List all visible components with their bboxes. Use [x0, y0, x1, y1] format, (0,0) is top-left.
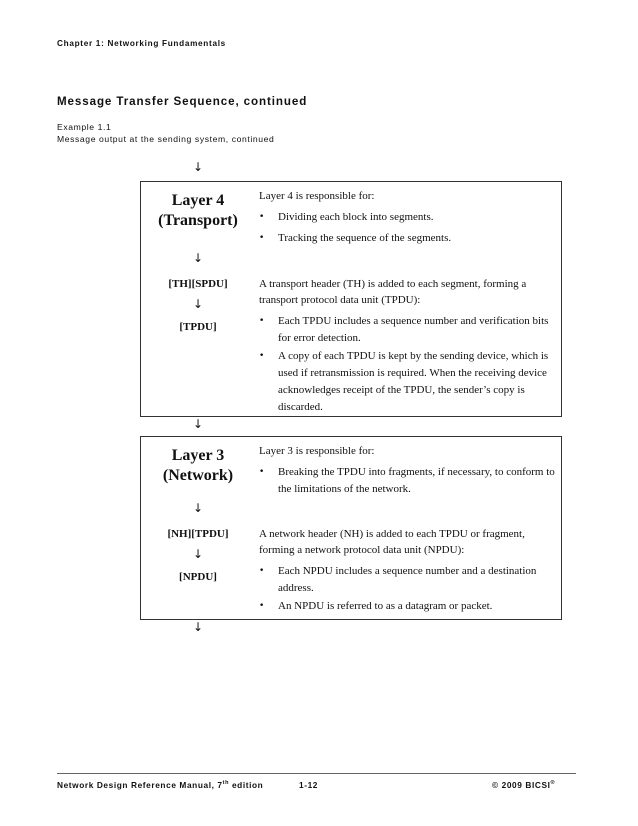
example-id: Example 1.1: [57, 122, 112, 132]
layer4-unit-tpdu: [TPDU]: [179, 321, 217, 333]
bullet-icon: •: [259, 467, 265, 477]
layer3-box: Layer 3 (Network) ↓ [NH][TPDU] ↓ [NPDU] Layer 3 is responsible for: • Breaking the TPDU into fragments, if necessary, to conform to the limitations of the network. A network header (NH) is added to each TPDU or fragment, forming a network protocol data unit (NPDU): • Each NPDU includes a sequence number and a destination address. • An NPDU is referred to as a datagram or packet.: [140, 436, 562, 620]
bullet-icon: •: [259, 233, 265, 243]
running-header: Chapter 1: Networking Fundamentals: [57, 39, 226, 48]
layer4-unit-th-spdu: [TH][SPDU]: [168, 278, 228, 290]
bullet-icon: •: [259, 601, 265, 611]
layer4-th-paragraph: A transport header (TH) is added to each segment, forming a transport protocol data unit (TPDU):: [259, 278, 527, 306]
layer3-title-line1: Layer 3: [171, 447, 225, 464]
layer4-title-line1: Layer 4: [171, 192, 225, 209]
layer3-unit-npdu: [NPDU]: [179, 571, 217, 583]
footer-page-number: 1-12: [299, 780, 319, 790]
layer4-arrow-1: ↓: [192, 251, 204, 265]
bullet-icon: •: [259, 316, 265, 326]
layer3-unit-nh-tpdu: [NH][TPDU]: [167, 528, 229, 540]
layer4-intro: Layer 4 is responsible for:: [259, 190, 375, 202]
footer-manual-title: Network Design Reference Manual, 7th edition: [57, 780, 264, 790]
bullet-icon: •: [259, 212, 265, 222]
footer-copyright: © 2009 BICSI®: [492, 780, 556, 790]
footer-divider: [57, 773, 576, 774]
layer3-nh-paragraph: A network header (NH) is added to each TPDU or fragment, forming a network protocol data unit (NPDU):: [259, 528, 525, 556]
example-label: [57, 121, 274, 145]
layer4-box: Layer 4 (Transport) ↓ [TH][SPDU] ↓ [TPDU] Layer 4 is responsible for: • Dividing each block into segments. • Tracking the sequence of the segments. A transport header (TH) is added to each segment, forming a transport protocol data unit (TPDU): • Each TPDU includes a sequence number and verification bits for error detection. • A copy of each TPDU is kept by the sending device, which is used if retransmission is required. When the receiving device acknowledges receipt of the TPDU, the sender’s copy is discarded.: [140, 181, 562, 417]
flow-arrow-bottom: ↓: [193, 620, 204, 634]
layer3-title-line2: (Network): [162, 467, 234, 484]
flow-arrow-top: ↓: [193, 160, 204, 174]
layer4-title-line2: (Transport): [158, 212, 238, 229]
flow-arrow-middle: ↓: [193, 417, 204, 431]
layer3-intro: Layer 3 is responsible for:: [259, 445, 375, 457]
layer4-arrow-2: ↓: [192, 297, 204, 311]
layer3-arrow-2: ↓: [192, 547, 204, 561]
bullet-icon: •: [259, 566, 265, 576]
bullet-icon: •: [259, 351, 265, 361]
layer3-arrow-1: ↓: [192, 501, 204, 515]
section-title: Message Transfer Sequence, continued: [57, 95, 308, 108]
example-caption: Message output at the sending system, continued: [57, 134, 275, 144]
